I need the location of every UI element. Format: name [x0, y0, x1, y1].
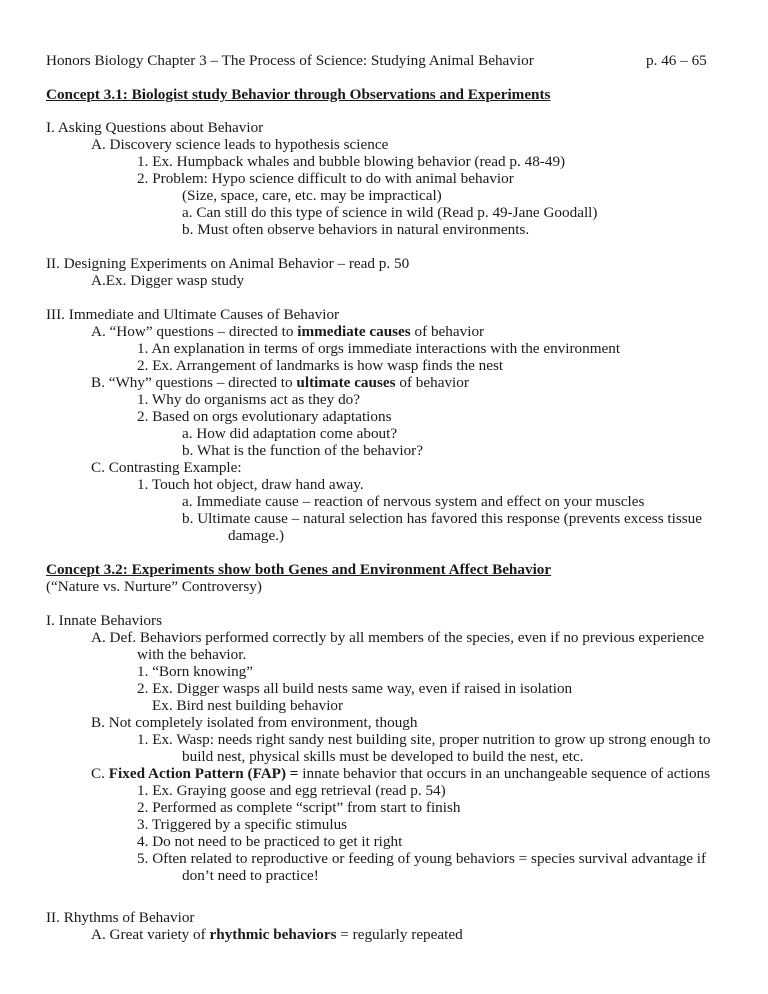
outline-item: 1. Why do organisms act as they do?	[137, 391, 360, 408]
concept-heading-3-1: Concept 3.1: Biologist study Behavior through Observations and Experiments	[46, 86, 551, 103]
outline-item	[91, 323, 484, 340]
outline-item: don’t need to practice!	[182, 867, 319, 884]
outline-item: 1. An explanation in terms of orgs immediate interactions with the environment	[137, 340, 621, 357]
concept-heading-3-2: Concept 3.2: Experiments show both Genes and Environment Affect Behavior	[46, 561, 552, 578]
outline-item: 4. Do not need to be practiced to get it right	[137, 833, 403, 850]
outline-item: B. Not completely isolated from environment, though	[91, 714, 418, 731]
outline-item: A. Discovery science leads to hypothesis science	[91, 136, 389, 153]
outline-item: 3. Triggered by a specific stimulus	[137, 816, 348, 833]
outline-item: Ex. Bird nest building behavior	[152, 697, 344, 714]
outline-item: 2. Problem: Hypo science difficult to do with animal behavior	[137, 170, 514, 187]
key-term: rhythmic behaviors	[209, 926, 337, 943]
section-heading: I. Asking Questions about Behavior	[46, 119, 264, 136]
outline-item: build nest, physical skills must be developed to build the nest, etc.	[182, 748, 584, 765]
text: = regularly repeated	[336, 926, 463, 943]
concept-subheading: (“Nature vs. Nurture” Controversy)	[46, 578, 262, 595]
page-range: p. 46 – 65	[646, 52, 707, 69]
outline-item: 2. Ex. Arrangement of landmarks is how wasp finds the nest	[137, 357, 504, 374]
outline-item: 1. Touch hot object, draw hand away.	[137, 476, 364, 493]
section-heading: II. Designing Experiments on Animal Behavior – read p. 50	[46, 255, 410, 272]
document-title: Honors Biology Chapter 3 – The Process of Science: Studying Animal Behavior	[46, 52, 534, 69]
outline-item: b. Ultimate cause – natural selection has favored this response (prevents excess tissue	[182, 510, 703, 527]
key-term: ultimate causes	[296, 374, 396, 391]
text: innate behavior that occurs in an unchangeable sequence of actions	[298, 765, 711, 782]
outline-item: 1. Ex. Humpback whales and bubble blowing behavior (read p. 48-49)	[137, 153, 566, 170]
outline-item: 2. Based on orgs evolutionary adaptations	[137, 408, 392, 425]
text: of behavior	[395, 374, 469, 391]
section-heading: III. Immediate and Ultimate Causes of Behavior	[46, 306, 340, 323]
text: C.	[91, 765, 109, 782]
text: A. Great variety of	[91, 926, 210, 943]
text: A. “How” questions – directed to	[91, 323, 298, 340]
outline-item: C. Contrasting Example:	[91, 459, 242, 476]
outline-item: a. Immediate cause – reaction of nervous system and effect on your muscles	[182, 493, 645, 510]
outline-item: 2. Ex. Digger wasps all build nests same way, even if raised in isolation	[137, 680, 573, 697]
text: of behavior	[410, 323, 485, 340]
outline-item: a. How did adaptation come about?	[182, 425, 398, 442]
outline-item: 1. Ex. Graying goose and egg retrieval (read p. 54)	[137, 782, 446, 799]
outline-item	[91, 374, 469, 391]
outline-item: with the behavior.	[137, 646, 247, 663]
outline-item: 1. Ex. Wasp: needs right sandy nest building site, proper nutrition to grow up strong enough to	[137, 731, 711, 748]
outline-item: a. Can still do this type of science in wild (Read p. 49-Jane Goodall)	[182, 204, 598, 221]
outline-item	[91, 765, 710, 782]
section-heading: II. Rhythms of Behavior	[46, 909, 195, 926]
outline-item	[91, 926, 463, 943]
key-term: Fixed Action Pattern (FAP) =	[108, 765, 299, 782]
outline-item: 2. Performed as complete “script” from start to finish	[137, 799, 461, 816]
key-term: immediate causes	[297, 323, 411, 340]
outline-item: damage.)	[228, 527, 285, 544]
outline-item: 1. “Born knowing”	[137, 663, 253, 680]
page-header	[46, 52, 726, 69]
outline-item: A. Def. Behaviors performed correctly by all members of the species, even if no previous experience	[91, 629, 705, 646]
outline-item: 5. Often related to reproductive or feeding of young behaviors = species survival advantage if	[137, 850, 707, 867]
outline-item: b. Must often observe behaviors in natural environments.	[182, 221, 530, 238]
outline-item: (Size, space, care, etc. may be impractical)	[182, 187, 442, 204]
outline-item: A.Ex. Digger wasp study	[91, 272, 245, 289]
outline-item: b. What is the function of the behavior?	[182, 442, 423, 459]
text: B. “Why” questions – directed to	[91, 374, 297, 391]
section-heading: I. Innate Behaviors	[46, 612, 162, 629]
